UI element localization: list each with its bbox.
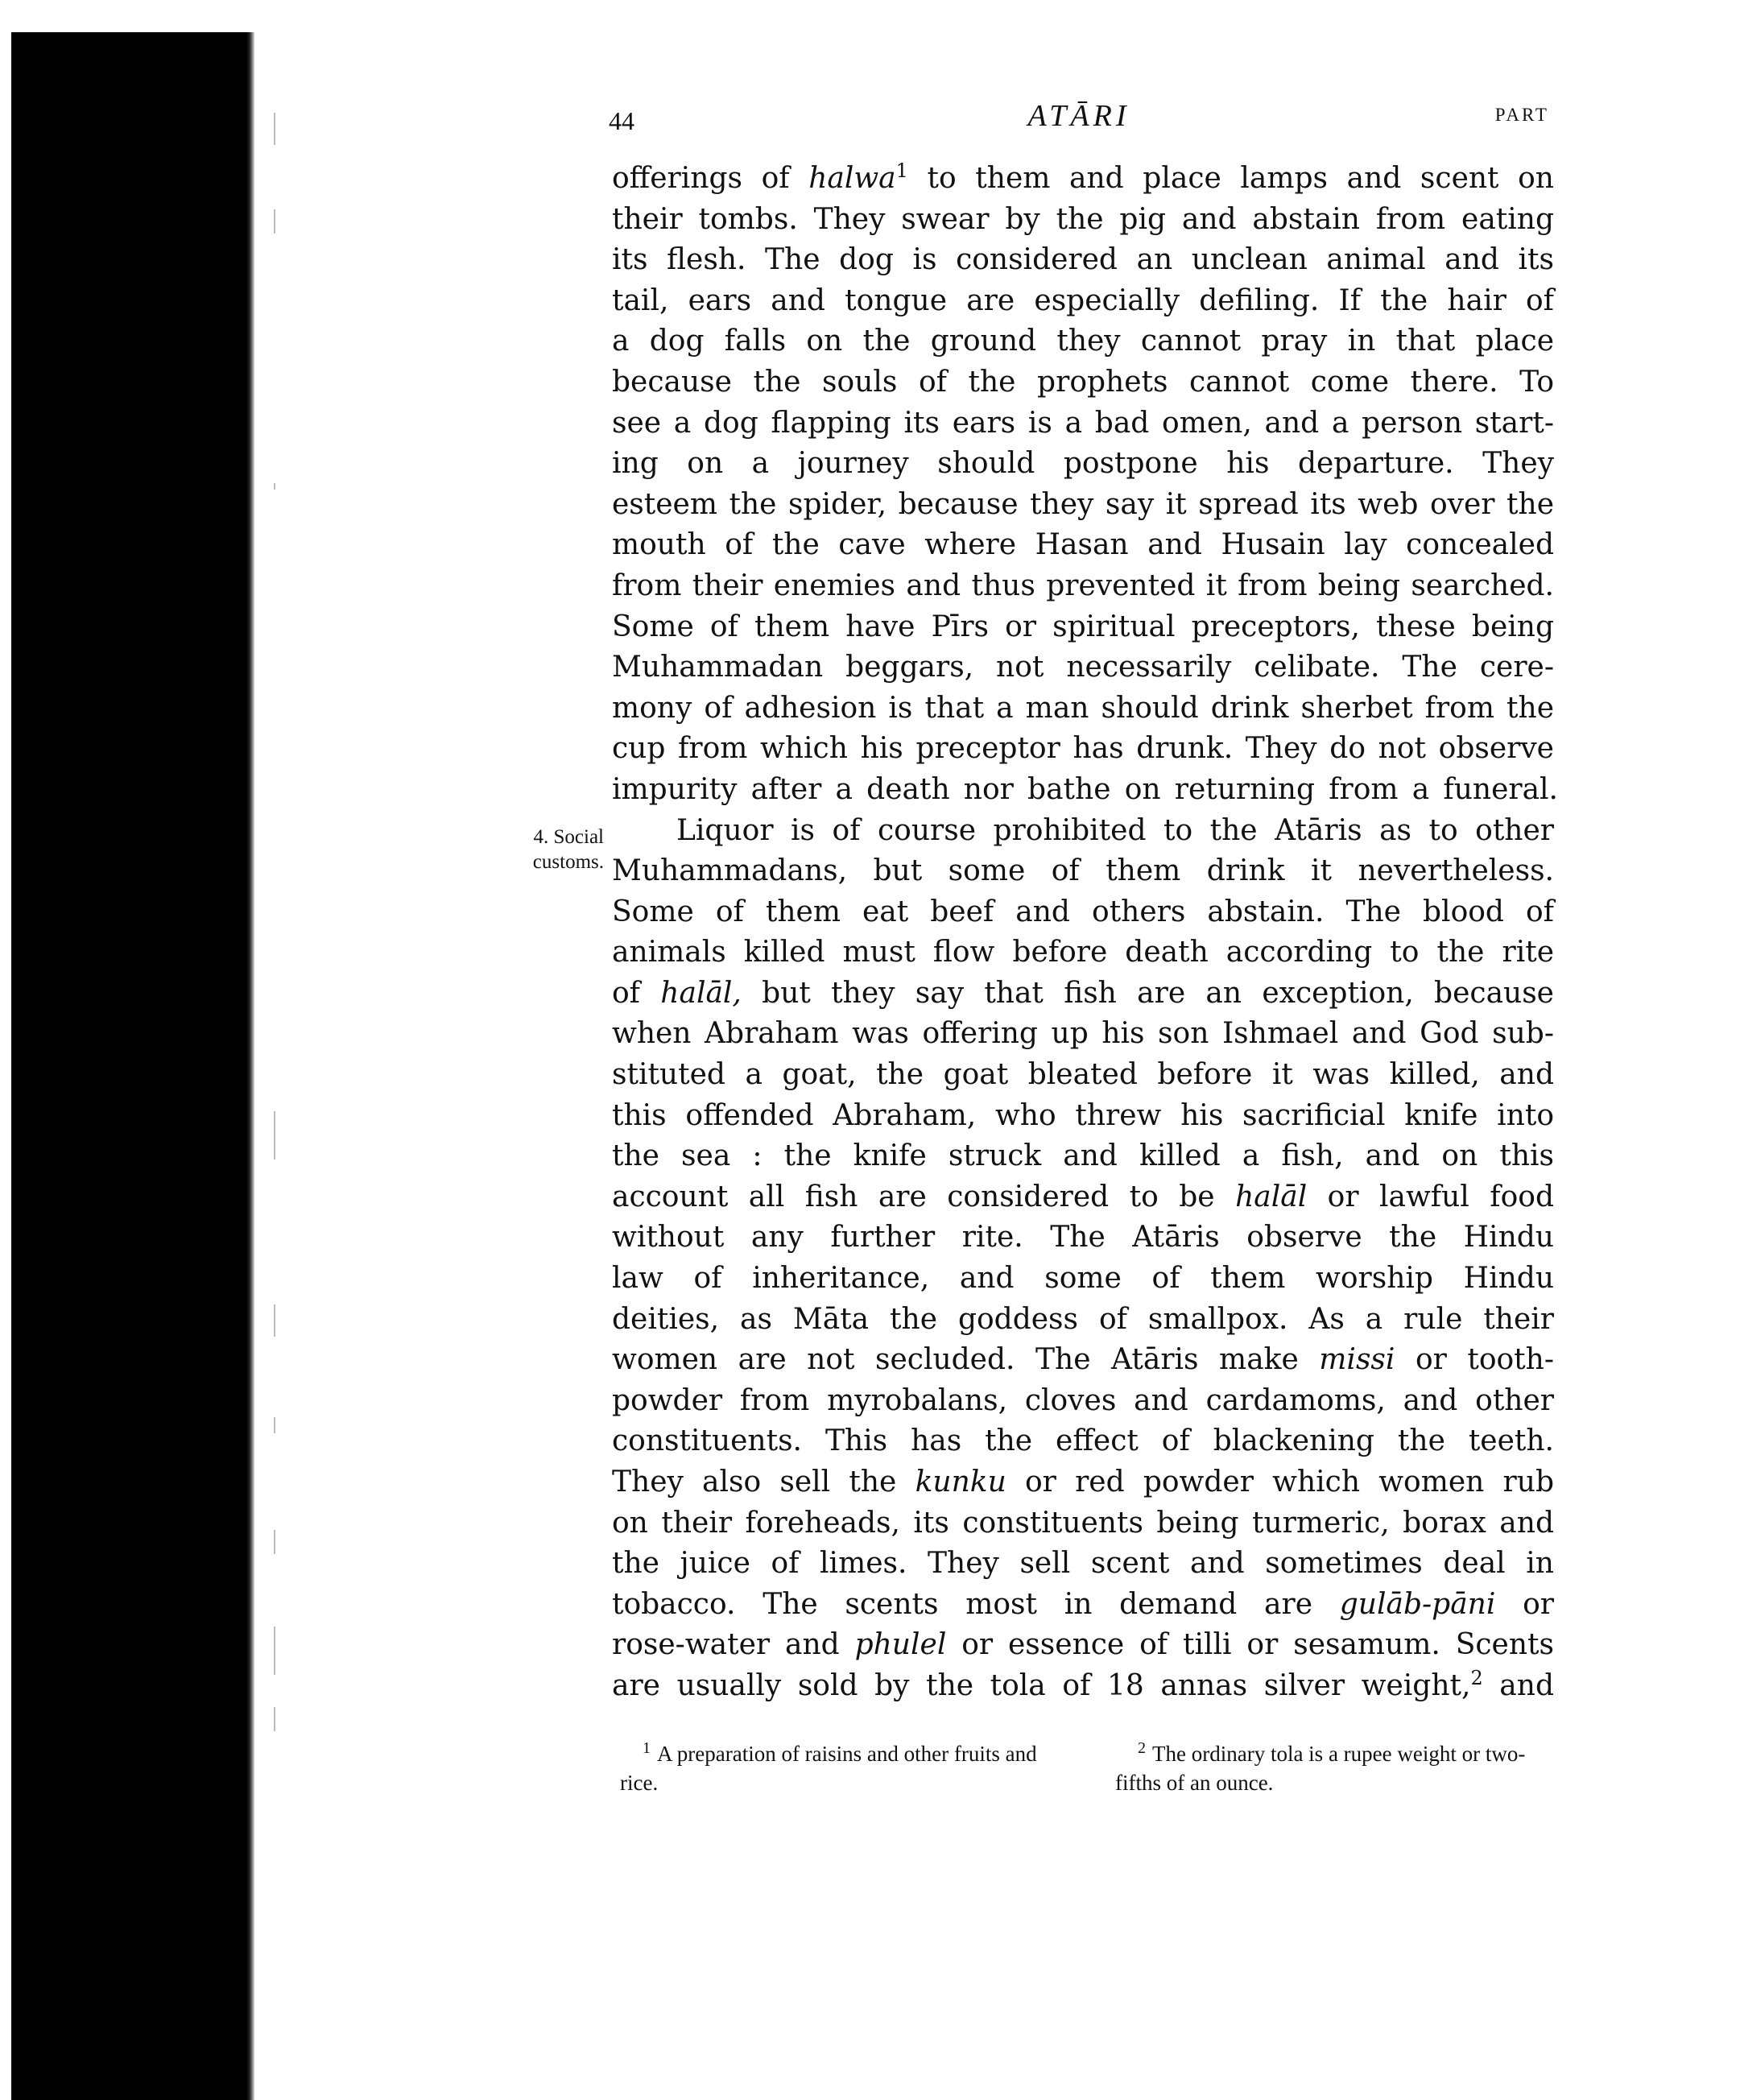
text-line: the juice of limes. They sell scent and sometimes deal in	[612, 1547, 1554, 1581]
text-line: law of inheritance, and some of them worship Hindu	[612, 1262, 1554, 1296]
text-line: impurity after a death nor bathe on returning from a funeral.	[612, 772, 1558, 806]
footnote-ref: 2	[1470, 1666, 1483, 1689]
text-line: Muhammadans, but some of them drink it nevertheless.	[612, 854, 1554, 888]
text-line: this offended Abraham, who threw his sacrificial knife into	[612, 1098, 1554, 1132]
text-line: from their enemies and thus prevented it from being searched.	[612, 568, 1554, 602]
text-line: constituents. This has the effect of blackening the teeth.	[612, 1424, 1554, 1458]
text-line: their tombs. They swear by the pig and abstain from eating	[612, 202, 1554, 236]
scan-artifacts	[274, 113, 276, 1707]
text-line: esteem the spider, because they say it spread its web over the	[612, 487, 1554, 521]
binding-edge	[246, 32, 254, 2100]
page-number: 44	[609, 106, 634, 135]
text-line: see a dog flapping its ears is a bad omen, and a person start-	[612, 406, 1554, 440]
margin-note-line: customs.	[532, 851, 604, 873]
text-line: animals killed must flow before death according to the rite	[612, 936, 1554, 969]
footnote-number: 2	[1138, 1739, 1146, 1757]
text-line: ing on a journey should postpone his departure. They	[612, 447, 1554, 481]
footnote-text: A preparation of raisins and other fruits and rice.	[620, 1742, 1037, 1795]
text-line: a dog falls on the ground they cannot pray in that place	[612, 325, 1554, 358]
footnote	[620, 1739, 1071, 1797]
text-line: its flesh. The dog is considered an unclean animal and its	[612, 243, 1554, 277]
text-line: deities, as Māta the goddess of smallpox. As a rule their	[612, 1302, 1554, 1336]
text-line: Some of them eat beef and others abstain. The blood of	[612, 895, 1554, 928]
footnote-text: The ordinary tola is a rupee weight or two-fifths of an ounce.	[1115, 1742, 1526, 1795]
text-line: account all fish are considered to be halāl or lawful food	[612, 1180, 1554, 1213]
margin-note	[475, 825, 604, 874]
text-line: because the souls of the prophets cannot come there. To	[612, 365, 1554, 399]
text-line: on their foreheads, its constituents being turmeric, borax and	[612, 1506, 1554, 1540]
text-line: tail, ears and tongue are especially defiling. If the hair of	[612, 283, 1554, 317]
running-title: ATĀRI	[1027, 99, 1130, 133]
margin-note-line: 4. Social	[533, 826, 604, 848]
footnote	[1115, 1739, 1566, 1797]
text-line: rose-water and phulel or essence of tilli or sesamum. Scents	[612, 1628, 1554, 1662]
text-line: when Abraham was offering up his son Ishmael and God sub-	[612, 1017, 1554, 1051]
text-line: without any further rite. The Atāris observe the Hindu	[612, 1221, 1554, 1255]
book-binding-shadow	[11, 32, 253, 2100]
footnote-ref: 1	[895, 159, 908, 182]
text-line: cup from which his preceptor has drunk. They do not observe	[612, 732, 1554, 766]
text-line: Some of them have Pīrs or spiritual preceptors, these being	[612, 610, 1554, 643]
body-text	[612, 159, 1558, 1707]
page-header	[609, 98, 1549, 138]
text-line: the sea : the knife struck and killed a fish, and on this	[612, 1139, 1554, 1173]
text-line: mony of adhesion is that a man should drink sherbet from the	[612, 691, 1554, 725]
text-line: of halāl, but they say that fish are an exception, because	[612, 976, 1554, 1010]
text-line: powder from myrobalans, cloves and cardamoms, and other	[612, 1383, 1554, 1417]
text-line: women are not secluded. The Atāris make missi or tooth-	[612, 1343, 1554, 1377]
text-line: are usually sold by the tola of 18 annas silver weight,$^2$ and	[612, 1666, 1555, 1702]
text-line: tobacco. The scents most in demand are gulāb-pāni or	[612, 1587, 1554, 1621]
footnote-number: 1	[643, 1739, 651, 1757]
text-line: stituted a goat, the goat bleated before it was killed, and	[612, 1058, 1554, 1092]
text-line: Liquor is of course prohibited to the Atāris as to other	[676, 813, 1554, 847]
text-line: mouth of the cave where Hasan and Husain lay concealed	[612, 528, 1554, 562]
text-line: They also sell the kunku or red powder which women rub	[612, 1465, 1554, 1499]
part-label: PART	[1494, 105, 1549, 125]
text-line: Muhammadan beggars, not necessarily celibate. The cere-	[612, 651, 1554, 684]
text-line: offerings of halwa$^1$ to them and place lamps and scent on	[612, 159, 1554, 195]
